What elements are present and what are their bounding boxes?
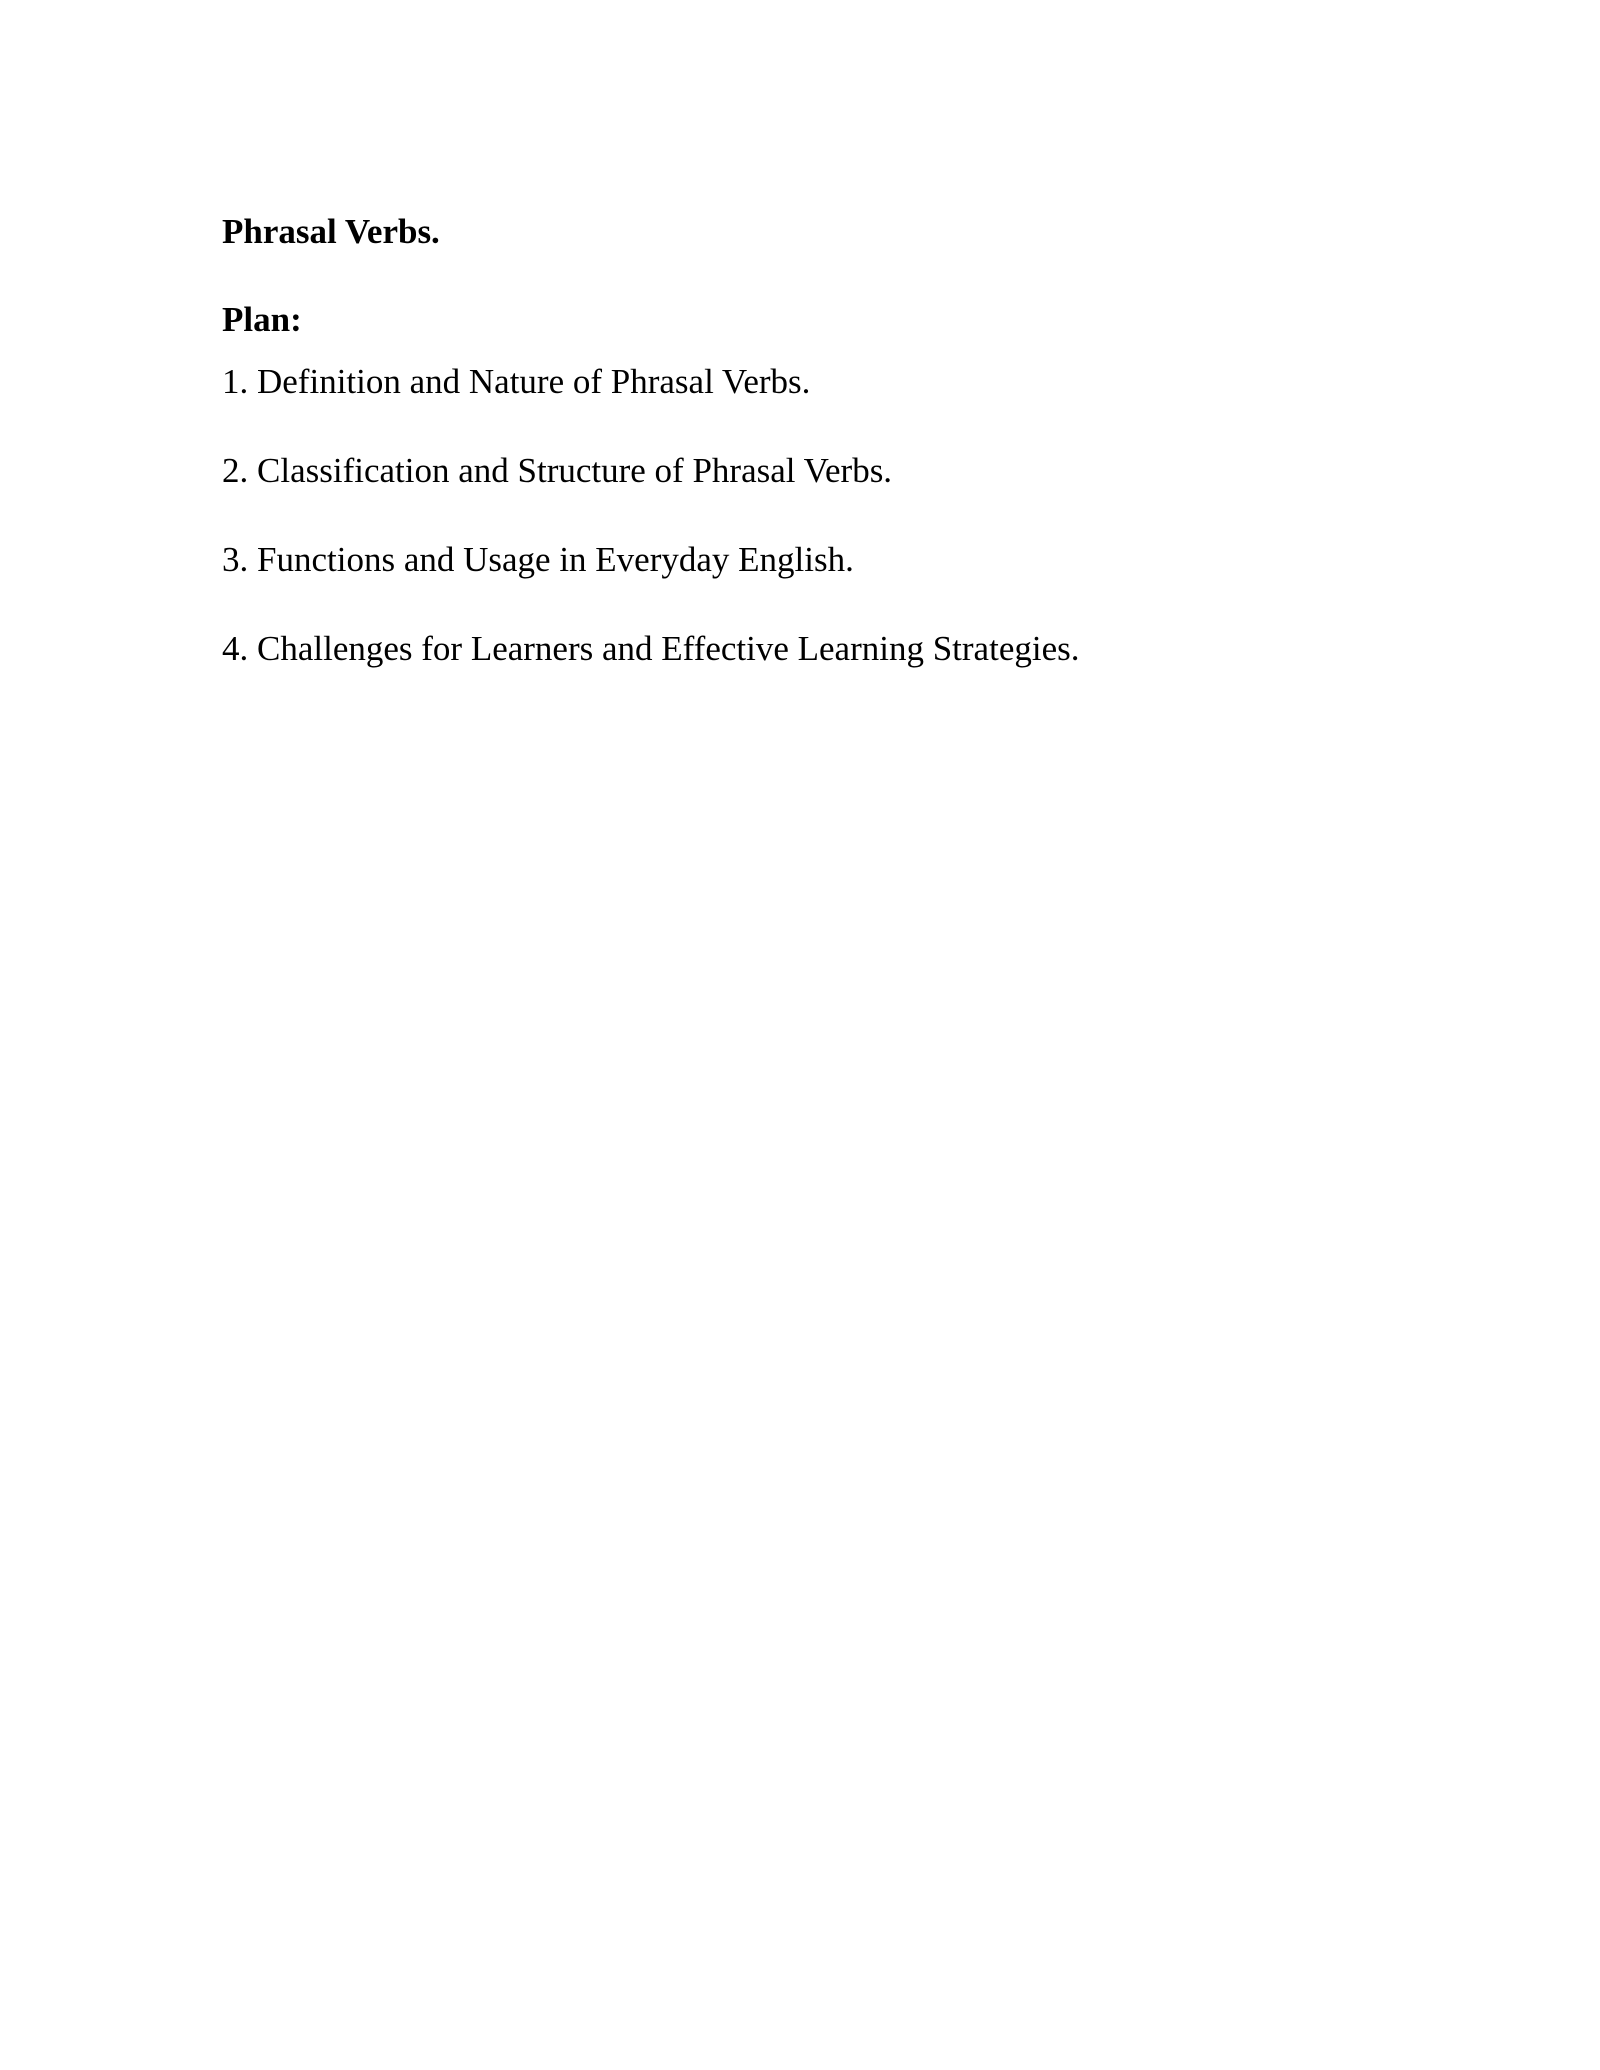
document-title: Phrasal Verbs. [222,212,440,251]
plan-item-3: 3. Functions and Usage in Everyday English. [222,540,854,579]
plan-item-4: 4. Challenges for Learners and Effective Learning Strategies. [222,629,1080,668]
plan-list [222,360,1382,671]
document-content [222,210,1382,716]
plan-item-2: 2. Classification and Structure of Phrasal Verbs. [222,451,893,490]
plan-heading: Plan: [222,300,302,339]
plan-item-1: 1. Definition and Nature of Phrasal Verbs. [222,362,811,401]
